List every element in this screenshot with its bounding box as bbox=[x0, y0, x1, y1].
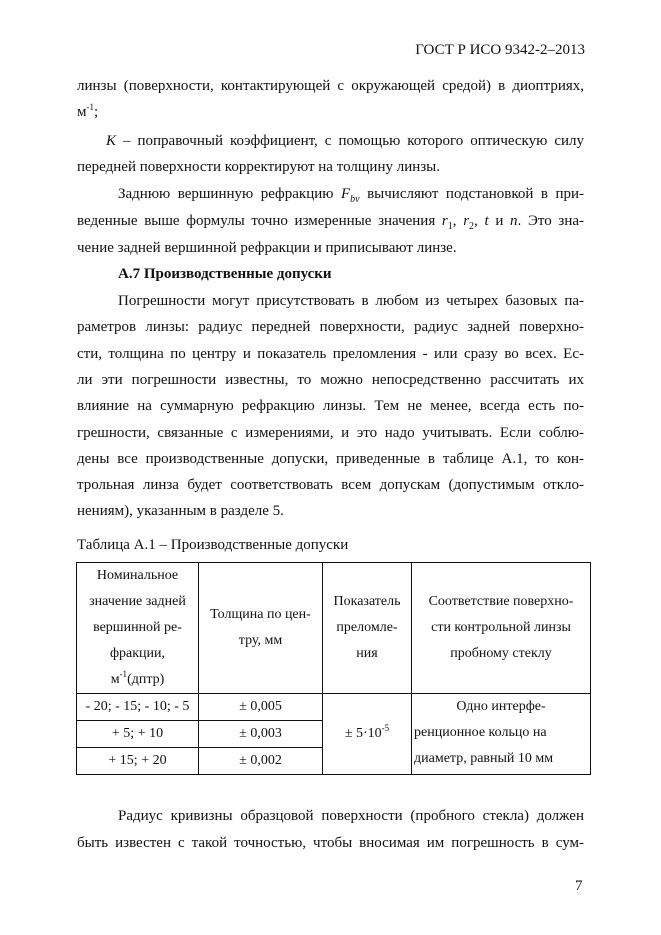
table-row bbox=[77, 694, 591, 721]
line-text: веденные выше формулы точно измеренные значения bbox=[77, 213, 442, 229]
page-number: 7 bbox=[575, 878, 583, 894]
header-line: преломле- bbox=[336, 620, 398, 635]
body-line: Погрешности могут присутствовать в любом из четырех базовых па- bbox=[118, 293, 584, 309]
cell-thickness: ± 0,002 bbox=[199, 748, 323, 775]
header-line: Толщина по цен- bbox=[210, 607, 311, 622]
line-text: Заднюю вершинную рефракцию bbox=[118, 186, 341, 202]
separator: , bbox=[474, 213, 485, 229]
index-exponent: -5 bbox=[381, 723, 390, 733]
body-line: грешности, связанные с измерениями, и это надо учитывать. Если соблю- bbox=[77, 425, 584, 441]
body-line: ли эти погрешности известны, то можно непосредственно рассчитать их bbox=[77, 372, 584, 388]
conformity-line: Одно интерфе- bbox=[456, 699, 546, 714]
body-line bbox=[106, 133, 584, 150]
body-line: линзы (поверхности, контактирующей с окружающей средой) в диоптриях, bbox=[77, 78, 584, 94]
header-line: Соответствие поверхно- bbox=[428, 594, 574, 609]
body-line: чение задней вершинной рефракции и приписывают линзе. bbox=[77, 240, 457, 256]
symbol-k: K bbox=[106, 133, 117, 149]
document-header: ГОСТ Р ИСО 9342-2–2013 bbox=[415, 42, 585, 58]
unit-exponent: -1 bbox=[119, 669, 128, 679]
symbol-r1-subscript: 1 bbox=[447, 221, 453, 232]
table-header-row bbox=[77, 563, 591, 694]
header-line: Номинальное bbox=[96, 568, 179, 583]
cell-refractive-index bbox=[323, 694, 412, 775]
symbol-r1: r bbox=[441, 213, 448, 229]
unit-exponent: -1 bbox=[86, 102, 94, 112]
body-line: влияние на суммарную рефракцию линзы. Тем не менее, всегда есть по- bbox=[77, 398, 584, 414]
header-line: Показатель bbox=[333, 594, 401, 609]
body-line: Радиус кривизны образцовой поверхности (пробного стекла) должен bbox=[118, 808, 584, 824]
symbol-f-subscript: bv bbox=[350, 194, 360, 205]
body-line: трольная линза будет соответствовать всем допускам (допустимым откло- bbox=[77, 477, 584, 493]
body-line: сти, толщина по центру и показатель преломления - или сразу во всех. Ес- bbox=[77, 346, 584, 362]
line-tail: ; bbox=[94, 104, 99, 120]
header-refractive-index bbox=[323, 563, 412, 694]
header-nominal-refraction bbox=[77, 563, 199, 694]
header-conformity bbox=[412, 563, 591, 694]
symbol-t: t bbox=[484, 213, 489, 229]
body-line: раметров линзы: радиус передней поверхности, радиус задней поверхно- bbox=[77, 319, 584, 335]
header-line: сти контрольной линзы bbox=[431, 620, 571, 635]
conformity-line: диаметр, равный 10 мм bbox=[414, 751, 554, 766]
cell-thickness: ± 0,005 bbox=[199, 694, 323, 721]
cell-refraction: + 15; + 20 bbox=[77, 748, 199, 775]
index-value: ± 5·10 bbox=[344, 726, 382, 741]
line-text: вычисляют подстановкой в при- bbox=[359, 186, 584, 202]
cell-conformity bbox=[412, 694, 591, 775]
unit-text: м bbox=[110, 672, 120, 687]
cell-thickness: ± 0,003 bbox=[199, 721, 323, 748]
unit-text: м bbox=[77, 104, 87, 120]
symbol-f: F bbox=[340, 186, 351, 202]
cell-refraction: - 20; - 15; - 10; - 5 bbox=[77, 694, 199, 721]
header-line: ния bbox=[356, 646, 378, 661]
body-line bbox=[77, 213, 584, 230]
table-caption: Таблица А.1 – Производственные допуски bbox=[77, 537, 349, 553]
header-line bbox=[79, 667, 196, 693]
header-line: значение задней bbox=[89, 594, 186, 609]
body-line bbox=[77, 104, 584, 121]
header-line: вершинной ре- bbox=[93, 620, 182, 635]
header-line: фракции, bbox=[109, 646, 166, 661]
line-text: . Это зна- bbox=[517, 213, 585, 229]
header-thickness bbox=[199, 563, 323, 694]
symbol-r2-subscript: 2 bbox=[469, 221, 475, 232]
cell-refraction: + 5; + 10 bbox=[77, 721, 199, 748]
header-line: пробному стеклу bbox=[450, 646, 552, 661]
tolerances-table bbox=[76, 562, 591, 775]
section-heading: А.7 Производственные допуски bbox=[118, 266, 332, 282]
body-line: передней поверхности корректируют на толщину линзы. bbox=[77, 159, 441, 175]
body-line: дены все производственные допуски, приведенные в таблице А.1, то кон- bbox=[77, 451, 584, 467]
conjunction: и bbox=[488, 213, 511, 229]
body-line: нениям), указанным в разделе 5. bbox=[77, 503, 284, 519]
conformity-line: ренционное кольцо на bbox=[414, 725, 547, 740]
line-text: – поправочный коэффициент, с помощью которого оптическую силу bbox=[116, 133, 584, 149]
body-line: быть известен с такой точностью, чтобы вносимая им погрешность в сум- bbox=[77, 835, 584, 851]
symbol-r2: r bbox=[463, 213, 470, 229]
body-line bbox=[118, 186, 584, 203]
unit-tail: (дптр) bbox=[127, 672, 165, 687]
separator: , bbox=[452, 213, 464, 229]
symbol-n: n bbox=[510, 213, 518, 229]
header-line: тру, мм bbox=[238, 633, 283, 648]
